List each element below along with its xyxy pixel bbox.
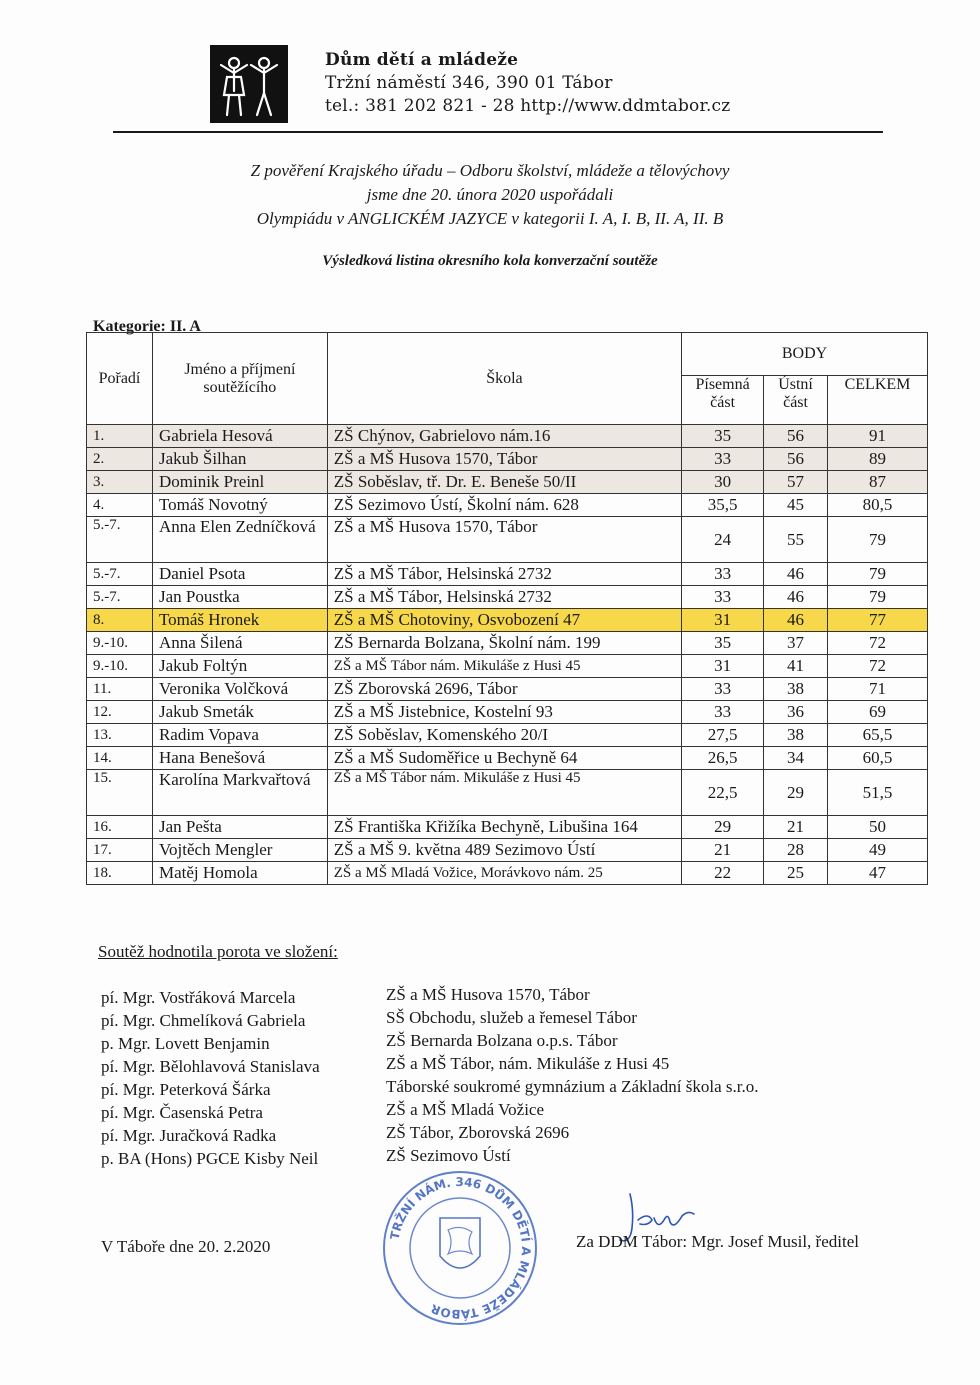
rank-cell: 1. (87, 425, 153, 448)
rank-cell: 14. (87, 747, 153, 770)
name-cell: Veronika Volčková (152, 678, 327, 701)
oral-points-cell: 46 (764, 609, 828, 632)
total-points-cell: 77 (828, 609, 928, 632)
name-cell: Jakub Šilhan (152, 448, 327, 471)
jury-member-name: p. Mgr. Lovett Benjamin (101, 1034, 270, 1053)
rank-cell: 4. (87, 494, 153, 517)
jury-member-school: ZŠ a MŠ Husova 1570, Tábor (386, 985, 590, 1004)
table-row (87, 701, 928, 724)
name-cell: Jakub Smeták (152, 701, 327, 724)
school-cell: ZŠ a MŠ Husova 1570, Tábor (327, 517, 681, 563)
written-points-cell: 35 (682, 632, 764, 655)
jury-member-school: SŠ Obchodu, služeb a řemesel Tábor (386, 1008, 637, 1027)
rank-cell: 13. (87, 724, 153, 747)
written-points-cell: 21 (682, 839, 764, 862)
written-points-cell: 33 (682, 678, 764, 701)
header-divider (113, 131, 883, 133)
total-points-cell: 79 (828, 563, 928, 586)
name-cell: Jan Pešta (152, 816, 327, 839)
school-cell: ZŠ Sezimovo Ústí, Školní nám. 628 (327, 494, 681, 517)
oral-points-cell: 46 (764, 563, 828, 586)
written-points-cell: 27,5 (682, 724, 764, 747)
name-cell: Anna Šilená (152, 632, 327, 655)
stamp-seal-icon (380, 1168, 540, 1328)
table-row (87, 632, 928, 655)
oral-points-cell: 28 (764, 839, 828, 862)
written-points-cell: 22 (682, 862, 764, 885)
table-row (87, 517, 928, 563)
name-cell: Vojtěch Mengler (152, 839, 327, 862)
rank-cell: 9.-10. (87, 655, 153, 678)
intro-line-3: Olympiádu v ANGLICKÉM JAZYCE v kategorii I. A, I. B, II. A, II. B (256, 209, 724, 228)
table-row (87, 678, 928, 701)
table-header-row (87, 333, 928, 376)
total-points-cell: 91 (828, 425, 928, 448)
rank-cell: 9.-10. (87, 632, 153, 655)
total-points-cell: 87 (828, 471, 928, 494)
school-cell: ZŠ a MŠ Husova 1570, Tábor (327, 448, 681, 471)
total-points-cell: 79 (828, 586, 928, 609)
table-row (87, 586, 928, 609)
written-points-cell: 24 (682, 517, 764, 563)
name-cell: Dominik Preinl (152, 471, 327, 494)
name-cell: Matěj Homola (152, 862, 327, 885)
total-points-cell: 72 (828, 655, 928, 678)
org-contact: tel.: 381 202 821 - 28 http://www.ddmtabor.cz (325, 96, 731, 116)
name-cell: Anna Elen Zedníčková (152, 517, 327, 563)
total-points-cell: 72 (828, 632, 928, 655)
name-cell: Hana Benešová (152, 747, 327, 770)
header-school: Škola (327, 333, 681, 425)
oral-points-cell: 56 (764, 448, 828, 471)
school-cell: ZŠ Soběslav, tř. Dr. E. Beneše 50/II (327, 471, 681, 494)
rank-cell: 11. (87, 678, 153, 701)
written-points-cell: 33 (682, 448, 764, 471)
table-row (87, 770, 928, 816)
name-cell: Daniel Psota (152, 563, 327, 586)
place-date: V Táboře dne 20. 2.2020 (101, 1237, 271, 1256)
intro-line-2: jsme dne 20. února 2020 uspořádali (366, 185, 614, 204)
jury-member-school: ZŠ Tábor, Zborovská 2696 (386, 1123, 570, 1142)
rank-cell: 5.-7. (87, 563, 153, 586)
school-cell: ZŠ Chýnov, Gabrielovo nám.16 (327, 425, 681, 448)
logo-figures-icon (210, 45, 288, 123)
jury-member-name: pí. Mgr. Časenská Petra (101, 1103, 263, 1122)
table-row (87, 655, 928, 678)
name-cell: Karolína Markvařtová (152, 770, 327, 816)
header-name: Jméno a příjmení soutěžícího (152, 333, 327, 425)
total-points-cell: 50 (828, 816, 928, 839)
header-total: CELKEM (828, 376, 928, 425)
oral-points-cell: 56 (764, 425, 828, 448)
total-points-cell: 65,5 (828, 724, 928, 747)
table-row (87, 494, 928, 517)
table-row (87, 747, 928, 770)
oral-points-cell: 37 (764, 632, 828, 655)
written-points-cell: 26,5 (682, 747, 764, 770)
header-oral: Ústní část (764, 376, 828, 425)
jury-member-name: p. BA (Hons) PGCE Kisby Neil (101, 1149, 319, 1168)
category-label: Kategorie: II. A (93, 318, 201, 335)
total-points-cell: 69 (828, 701, 928, 724)
written-points-cell: 31 (682, 655, 764, 678)
oral-points-cell: 46 (764, 586, 828, 609)
rank-cell: 2. (87, 448, 153, 471)
written-points-cell: 31 (682, 609, 764, 632)
written-points-cell: 35 (682, 425, 764, 448)
jury-member-school: Táborské soukromé gymnázium a Základní škola s.r.o. (386, 1077, 759, 1096)
jury-names (101, 986, 320, 1170)
name-cell: Gabriela Hesová (152, 425, 327, 448)
rank-cell: 16. (87, 816, 153, 839)
school-cell: ZŠ a MŠ Jistebnice, Kostelní 93 (327, 701, 681, 724)
school-cell: ZŠ Bernarda Bolzana, Školní nám. 199 (327, 632, 681, 655)
school-cell: ZŠ a MŠ Tábor, Helsinská 2732 (327, 563, 681, 586)
school-cell: ZŠ a MŠ Mladá Vožice, Morávkovo nám. 25 (327, 862, 681, 885)
total-points-cell: 80,5 (828, 494, 928, 517)
name-cell: Jakub Foltýn (152, 655, 327, 678)
total-points-cell: 89 (828, 448, 928, 471)
school-cell: ZŠ Zborovská 2696, Tábor (327, 678, 681, 701)
total-points-cell: 71 (828, 678, 928, 701)
results-table (86, 332, 928, 885)
rank-cell: 17. (87, 839, 153, 862)
total-points-cell: 51,5 (828, 770, 928, 816)
jury-schools (386, 983, 759, 1167)
jury-member-school: ZŠ a MŠ Tábor, nám. Mikuláše z Husi 45 (386, 1054, 670, 1073)
jury-member-school: ZŠ Sezimovo Ústí (386, 1146, 511, 1165)
rank-cell: 12. (87, 701, 153, 724)
written-points-cell: 33 (682, 701, 764, 724)
jury-member-name: pí. Mgr. Peterková Šárka (101, 1080, 271, 1099)
stamp-text: TRŽNÍ NÁM. 346 DŮM DĚTÍ A MLÁDEŽE TÁBOR (387, 1174, 534, 1322)
rank-cell: 5.-7. (87, 517, 153, 563)
total-points-cell: 47 (828, 862, 928, 885)
table-row (87, 862, 928, 885)
oral-points-cell: 41 (764, 655, 828, 678)
oral-points-cell: 29 (764, 770, 828, 816)
rank-cell: 3. (87, 471, 153, 494)
oral-points-cell: 55 (764, 517, 828, 563)
table-row (87, 563, 928, 586)
school-cell: ZŠ a MŠ Tábor nám. Mikuláše z Husi 45 (327, 770, 681, 816)
jury-member-school: ZŠ Bernarda Bolzana o.p.s. Tábor (386, 1031, 618, 1050)
total-points-cell: 79 (828, 517, 928, 563)
school-cell: ZŠ a MŠ 9. května 489 Sezimovo Ústí (327, 839, 681, 862)
org-address: Tržní náměstí 346, 390 01 Tábor (325, 73, 613, 93)
oral-points-cell: 38 (764, 678, 828, 701)
table-row (87, 425, 928, 448)
oral-points-cell: 38 (764, 724, 828, 747)
school-cell: ZŠ a MŠ Sudoměřice u Bechyně 64 (327, 747, 681, 770)
header-rank: Pořadí (87, 333, 153, 425)
oral-points-cell: 21 (764, 816, 828, 839)
official-stamp (380, 1168, 540, 1328)
org-name: Dům dětí a mládeže (325, 50, 519, 70)
name-cell: Jan Poustka (152, 586, 327, 609)
written-points-cell: 22,5 (682, 770, 764, 816)
written-points-cell: 35,5 (682, 494, 764, 517)
header-written: Písemná část (682, 376, 764, 425)
results-body (87, 425, 928, 885)
oral-points-cell: 34 (764, 747, 828, 770)
oral-points-cell: 57 (764, 471, 828, 494)
jury-member-name: pí. Mgr. Bělohlavová Stanislava (101, 1057, 320, 1076)
school-cell: ZŠ a MŠ Tábor, Helsinská 2732 (327, 586, 681, 609)
written-points-cell: 29 (682, 816, 764, 839)
signatory: Za DDM Tábor: Mgr. Josef Musil, ředitel (576, 1232, 859, 1251)
name-cell: Radim Vopava (152, 724, 327, 747)
total-points-cell: 60,5 (828, 747, 928, 770)
jury-title: Soutěž hodnotila porota ve složení: (98, 942, 338, 961)
name-cell: Tomáš Hronek (152, 609, 327, 632)
header-points: BODY (682, 333, 928, 376)
oral-points-cell: 36 (764, 701, 828, 724)
oral-points-cell: 45 (764, 494, 828, 517)
table-row (87, 609, 928, 632)
table-row (87, 448, 928, 471)
jury-member-school: ZŠ a MŠ Mladá Vožice (386, 1100, 545, 1119)
oral-points-cell: 25 (764, 862, 828, 885)
ddm-logo (210, 45, 288, 123)
school-cell: ZŠ Soběslav, Komenského 20/I (327, 724, 681, 747)
table-row (87, 816, 928, 839)
name-cell: Tomáš Novotný (152, 494, 327, 517)
rank-cell: 8. (87, 609, 153, 632)
intro-line-1: Z pověření Krajského úřadu – Odboru školství, mládeže a tělovýchovy (250, 161, 730, 180)
jury-member-name: pí. Mgr. Vostřáková Marcela (101, 988, 296, 1007)
school-cell: ZŠ a MŠ Tábor nám. Mikuláše z Husi 45 (327, 655, 681, 678)
jury-member-name: pí. Mgr. Chmelíková Gabriela (101, 1011, 306, 1030)
written-points-cell: 30 (682, 471, 764, 494)
written-points-cell: 33 (682, 586, 764, 609)
written-points-cell: 33 (682, 563, 764, 586)
rank-cell: 15. (87, 770, 153, 816)
jury-member-name: pí. Mgr. Juračková Radka (101, 1126, 277, 1145)
school-cell: ZŠ Františka Křižíka Bechyně, Libušina 164 (327, 816, 681, 839)
rank-cell: 5.-7. (87, 586, 153, 609)
rank-cell: 18. (87, 862, 153, 885)
total-points-cell: 49 (828, 839, 928, 862)
results-title: Výsledková listina okresního kola konverzační soutěže (322, 253, 658, 269)
table-row (87, 471, 928, 494)
table-row (87, 839, 928, 862)
table-row (87, 724, 928, 747)
school-cell: ZŠ a MŠ Chotoviny, Osvobození 47 (327, 609, 681, 632)
